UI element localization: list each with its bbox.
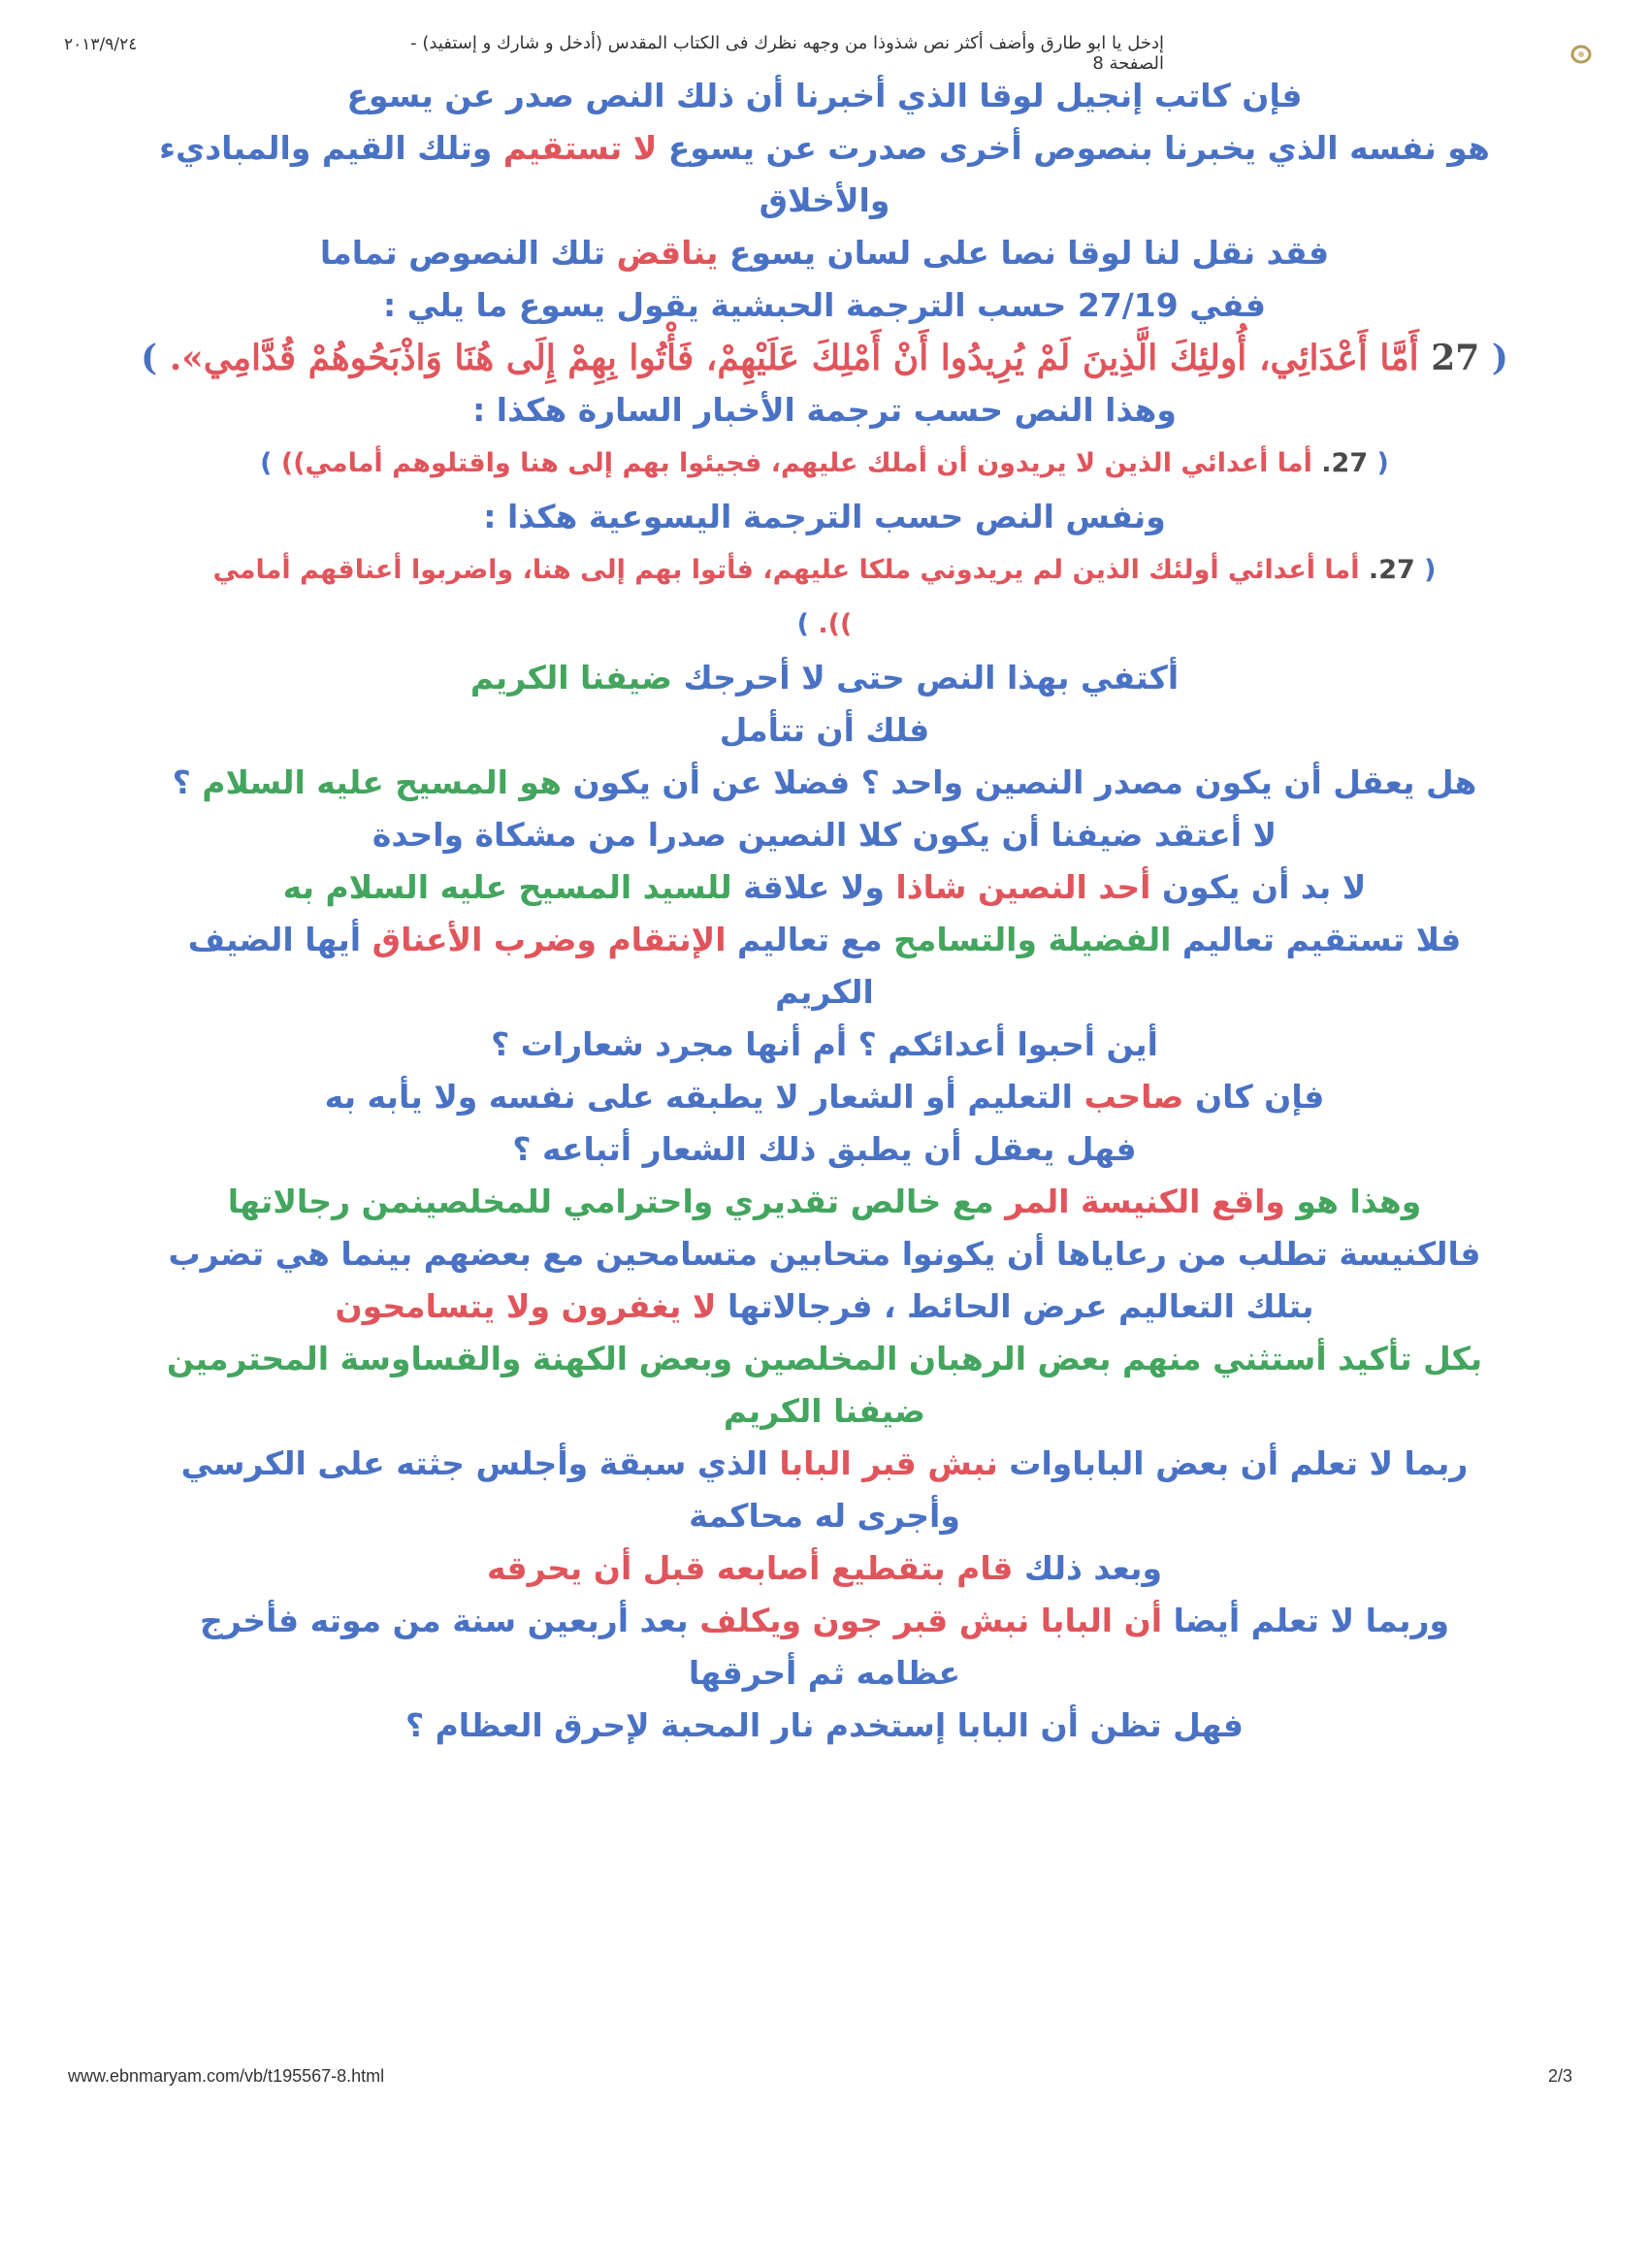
text-segment: أَمَّا أَعْدَائِي، أُولئِكَ الَّذِينَ لَمْ يُرِيدُوا أَنْ أَمْلِكَ عَلَيْهِمْ، فَأْتُوا بِهِمْ إِلَى هُنَا وَاذْبَحُوهُمْ قُدَّامِي».: [169, 338, 1419, 378]
text-segment: وهذا هو: [1284, 1183, 1422, 1220]
text-segment: هو نفسه الذي يخبرنا بنصوص أخرى صدرت عن يسوع: [657, 129, 1490, 167]
text-segment: ): [796, 609, 819, 639]
text-line: [87, 1647, 1562, 1700]
text-segment: ونفس النص حسب الترجمة اليسوعية هكذا :: [483, 498, 1166, 535]
text-line: [87, 1071, 1562, 1123]
text-segment: لا يغفرون ولا يتسامحون: [335, 1287, 717, 1325]
text-line: [87, 1490, 1562, 1542]
text-line: [87, 1123, 1562, 1176]
text-segment: هو المسيح عليه السلام: [202, 763, 562, 801]
text-segment: فلك أن تتأمل: [719, 711, 930, 749]
text-segment: نبش قبر البابا: [779, 1444, 998, 1482]
text-segment: أكتفي بهذا النص حتى لا أحرجك: [672, 659, 1180, 697]
text-segment: بكل تأكيد أستثني منهم بعض الرهبان المخلصين وبعض الكهنة والقساوسة المحترمين: [166, 1340, 1483, 1377]
text-segment: (: [1414, 555, 1437, 585]
article-body: [87, 70, 1562, 1752]
text-segment: ربما لا تعلم أن بعض الباباوات: [997, 1444, 1469, 1482]
text-segment: 27.: [1359, 555, 1415, 585]
text-segment: لا أعتقد ضيفنا أن يكون كلا النصين صدرا من مشكاة واحدة: [372, 816, 1277, 854]
text-segment: للسيد المسيح عليه السلام به: [282, 868, 732, 906]
text-line: [87, 70, 1562, 122]
text-segment: لا بد أن يكون: [1150, 868, 1367, 906]
text-segment: وربما لا تعلم أيضا: [1162, 1602, 1449, 1639]
text-segment: أحد النصين شاذا: [895, 868, 1151, 906]
text-segment: مع تعاليم: [726, 921, 894, 958]
header-date: ٢٠١٣/٩/٢٤: [64, 35, 138, 54]
text-line: [87, 1385, 1562, 1438]
text-segment: واقع الكنيسة المر: [1005, 1183, 1285, 1220]
footer-url[interactable]: www.ebnmaryam.com/vb/t195567-8.html: [68, 2066, 385, 2086]
text-segment: 27: [1418, 338, 1480, 378]
text-segment: الكريم: [775, 973, 874, 1011]
page-number: 2/3: [1548, 2066, 1573, 2086]
text-segment: فهل يعقل أن يطبق ذلك الشعار أتباعه ؟: [512, 1130, 1137, 1168]
text-line: [87, 175, 1562, 227]
text-segment: تلك النصوص تماما: [319, 234, 617, 272]
text-line: [87, 966, 1562, 1019]
text-line: [87, 437, 1562, 491]
text-line: [87, 598, 1562, 652]
text-segment: ؟: [172, 763, 203, 801]
text-line: [87, 652, 1562, 704]
text-segment: فإن كاتب إنجيل لوقا الذي أخبرنا أن ذلك النص صدر عن يسوع: [346, 77, 1303, 114]
text-line: [87, 122, 1562, 175]
text-segment: يناقض: [616, 234, 719, 272]
text-segment: أين أحبوا أعدائكم ؟ أم أنها مجرد شعارات ؟: [491, 1025, 1158, 1063]
text-line: [87, 1280, 1562, 1333]
text-segment: )).: [818, 609, 853, 639]
text-segment: ضيفنا الكريم: [723, 1392, 926, 1430]
text-line: [87, 1595, 1562, 1647]
text-segment: (: [1479, 338, 1508, 378]
text-segment: الإنتقام وضرب الأعناق: [372, 921, 727, 958]
text-segment: وبعد ذلك: [1013, 1549, 1162, 1587]
text-segment: أن البابا نبش قبر جون ويكلف: [699, 1602, 1163, 1639]
text-line: [87, 1176, 1562, 1228]
text-line: [87, 332, 1562, 384]
text-line: [87, 1333, 1562, 1385]
text-line: [87, 543, 1562, 598]
text-line: [87, 757, 1562, 809]
text-segment: أما أعدائي أولئك الذين لم يريدوني ملكا عليهم، فأتوا بهم إلى هنا، واضربوا أعناقهم أمامي: [212, 555, 1360, 585]
text-segment: عظامه ثم أحرقها: [688, 1654, 961, 1692]
text-line: [87, 809, 1562, 861]
text-line: [87, 384, 1562, 437]
text-line: [87, 1228, 1562, 1280]
text-segment: فقد نقل لنا لوقا نصا على لسان يسوع: [718, 234, 1330, 272]
header-title: إدخل يا ابو طارق وأضف أكثر نص شذوذا من وجهه نظرك فى الكتاب المقدس (أدخل و شارك و إستفيد) - الصفحة 8: [410, 33, 1164, 74]
text-segment: الذي سبقة وأجلس جثته على الكرسي: [180, 1444, 780, 1482]
text-segment: وهذا النص حسب ترجمة الأخبار السارة هكذا :: [472, 391, 1177, 429]
text-line: [87, 1438, 1562, 1490]
text-segment: مع خالص تقديري واحترامي للمخلصينمن رجالاتها: [227, 1183, 1006, 1220]
text-segment: فهل تظن أن البابا إستخدم نار المحبة لإحرق العظام ؟: [404, 1706, 1245, 1744]
text-segment: هل يعقل أن يكون مصدر النصين واحد ؟ فضلا عن أن يكون: [562, 763, 1477, 801]
text-segment: صاحب: [1083, 1078, 1184, 1116]
text-segment: فلا تستقيم تعاليم: [1171, 921, 1462, 958]
text-line: [87, 1019, 1562, 1071]
text-line: [87, 861, 1562, 914]
logo-icon: [1569, 43, 1593, 64]
text-line: [87, 704, 1562, 757]
text-segment: أيها الضيف: [187, 921, 372, 958]
text-segment: 27.: [1311, 448, 1369, 478]
text-segment: ولا علاقة: [731, 868, 896, 906]
text-segment: فإن كان: [1183, 1078, 1325, 1116]
text-segment: ضيفنا الكريم: [469, 659, 672, 697]
text-line: [87, 227, 1562, 279]
text-segment: بتلك التعاليم عرض الحائط ، فرجالاتها: [716, 1287, 1314, 1325]
text-segment: ففي 27/19 حسب الترجمة الحبشية يقول يسوع ما يلي :: [383, 286, 1266, 324]
text-line: [87, 1700, 1562, 1752]
text-segment: قام بتقطيع أصابعه قبل أن يحرقه: [487, 1549, 1014, 1587]
text-segment: وتلك القيم والمباديء: [159, 129, 503, 167]
text-segment: والأخلاق: [759, 181, 890, 219]
text-segment: ): [260, 448, 281, 478]
text-segment: التعليم أو الشعار لا يطبقه على نفسه ولا يأبه به: [324, 1078, 1084, 1116]
text-segment: ): [141, 338, 170, 378]
text-line: [87, 279, 1562, 332]
text-segment: لا تستقيم: [502, 129, 658, 167]
text-segment: فالكنيسة تطلب من رعاياها أن يكونوا متحابين متسامحين مع بعضهم بينما هي تضرب: [168, 1235, 1481, 1273]
text-segment: (: [1368, 448, 1389, 478]
text-line: [87, 1542, 1562, 1595]
text-line: [87, 491, 1562, 543]
text-segment: أما أعدائي الذين لا يريدون أن أملك عليهم، فجيئوا بهم إلى هنا واقتلوهم أمامي)): [280, 448, 1312, 478]
text-segment: وأجرى له محاكمة: [689, 1497, 960, 1535]
text-segment: بعد أربعين سنة من موته فأخرج: [199, 1602, 700, 1639]
text-segment: الفضيلة والتسامح: [893, 921, 1172, 958]
text-line: [87, 914, 1562, 966]
